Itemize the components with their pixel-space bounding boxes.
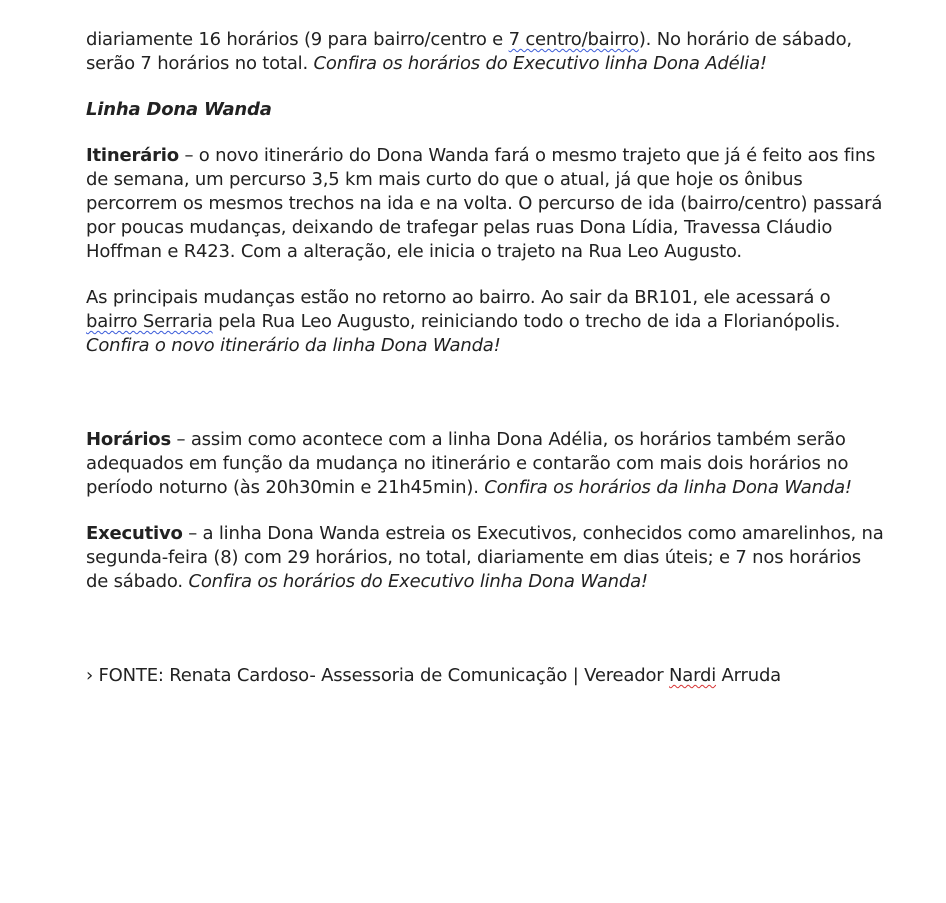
paragraph-text: As principais mudanças estão no retorno ao bairro. Ao sair da BR101, ele acessará o	[86, 287, 831, 308]
paragraph-text: pela Rua Leo Augusto, reiniciando todo o trecho de ida a Florianópolis.	[212, 311, 841, 332]
itinerario-text: – o novo itinerário do Dona Wanda fará o mesmo trajeto que já é feito aos fins de semana, um percurso 3,5 km mais curto do que o atual, já que hoje os ônibus percorrem os mesmos trechos na ida e na volta. O percurso de ida (bairro/centro) passará por poucas mudanças, deixando de trafegar pelas ruas Dona Lídia, Travessa Cláudio Hoffman e R423. Com a alteração, ele inicia o trajeto na Rua Leo Augusto.	[86, 145, 883, 262]
executivo-label: Executivo	[86, 523, 183, 544]
confira-itinerario-dona-wanda-link[interactable]: Confira o novo itinerário da linha Dona Wanda!	[86, 335, 501, 356]
paragraph-itinerario	[86, 144, 886, 264]
source-credit	[86, 664, 886, 688]
confira-horarios-dona-wanda-link[interactable]: Confira os horários da linha Dona Wanda!	[484, 477, 852, 498]
section-heading-dona-wanda: Linha Dona Wanda	[86, 99, 272, 120]
paragraph-horarios	[86, 428, 886, 500]
paragraph-dona-adelia-schedule	[86, 28, 886, 76]
paragraph-text: ). No horário de sábado, serão 7 horários no total.	[86, 29, 852, 74]
spellcheck-underlined-text: Nardi	[669, 665, 717, 686]
source-text: Arruda	[716, 665, 781, 686]
article-body	[86, 28, 886, 688]
itinerario-label: Itinerário	[86, 145, 179, 166]
confira-executivo-dona-adelia-link[interactable]: Confira os horários do Executivo linha Dona Adélia!	[313, 53, 767, 74]
horarios-text: – assim como acontece com a linha Dona Adélia, os horários também serão adequados em função da mudança no itinerário e contarão com mais dois horários no período noturno (às 20h30min e 21h45min).	[86, 429, 849, 498]
source-text: › FONTE: Renata Cardoso- Assessoria de Comunicação | Vereador	[86, 665, 669, 686]
paragraph-text: diariamente 16 horários (9 para bairro/centro e	[86, 29, 509, 50]
confira-executivo-dona-wanda-link[interactable]: Confira os horários do Executivo linha Dona Wanda!	[188, 571, 648, 592]
executivo-text: – a linha Dona Wanda estreia os Executivos, conhecidos como amarelinhos, na segunda-feira (8) com 29 horários, no total, diariamente em dias úteis; e 7 nos horários de sábado.	[86, 523, 884, 592]
spellcheck-underlined-text: 7 centro/bairro	[508, 29, 639, 50]
horarios-label: Horários	[86, 429, 171, 450]
paragraph-executivo	[86, 522, 886, 594]
paragraph-mudancas	[86, 286, 886, 358]
spellcheck-underlined-text: bairro Serraria	[86, 311, 213, 332]
